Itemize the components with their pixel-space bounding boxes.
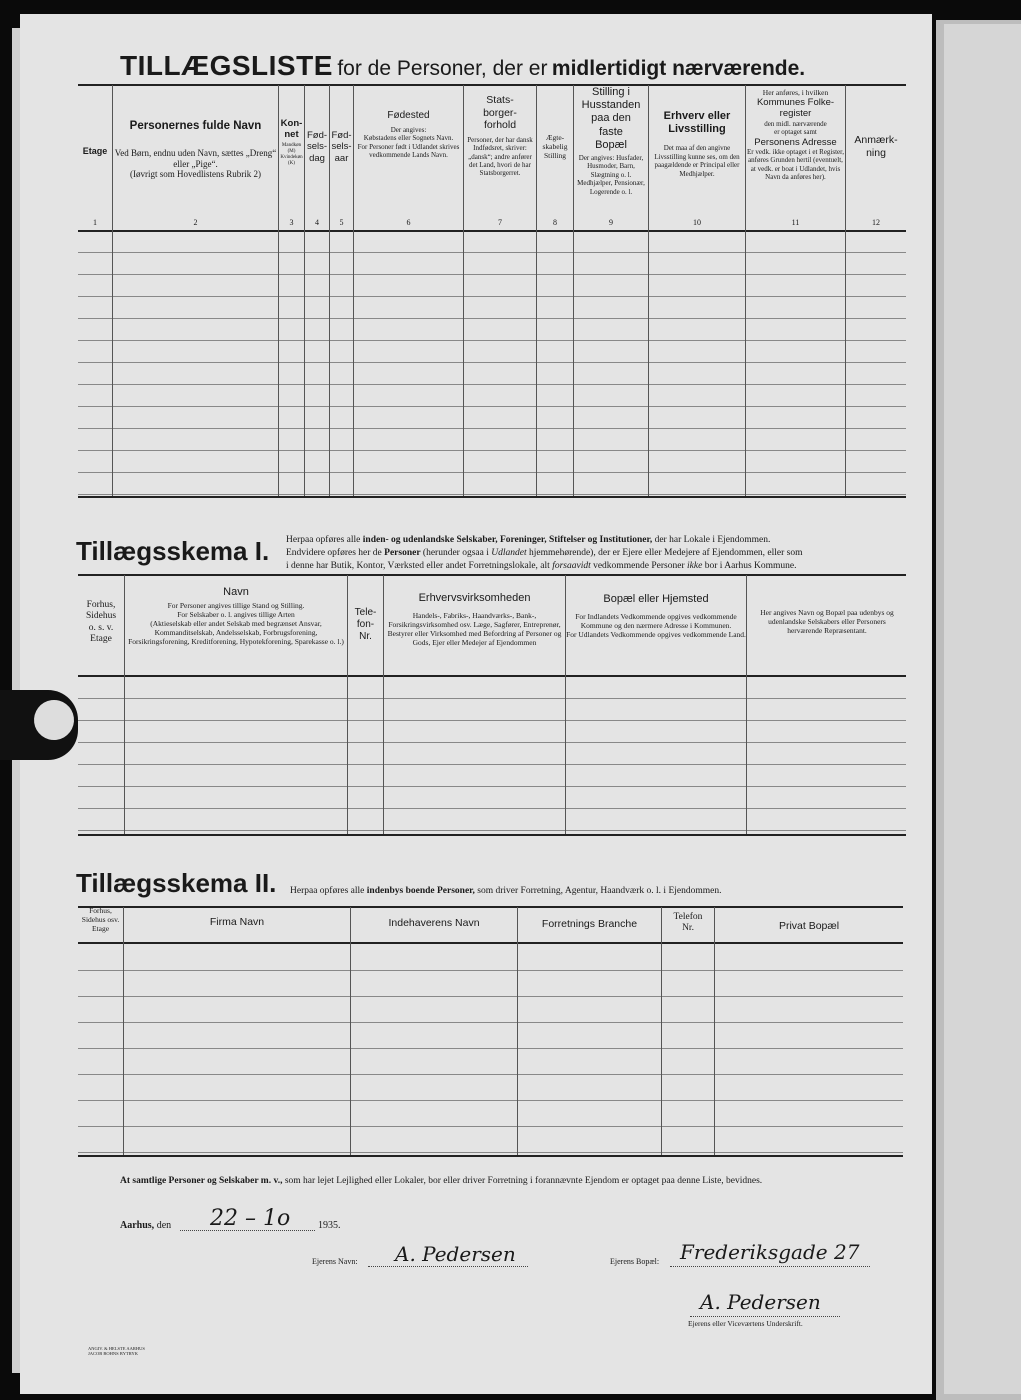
col-num-12: 12 bbox=[872, 218, 880, 227]
skema2-row-line bbox=[78, 1074, 903, 1075]
col-fodested-head: Fødested bbox=[387, 110, 430, 121]
col-num-7: 7 bbox=[498, 218, 502, 227]
skema1-header-bottom bbox=[78, 675, 906, 677]
skema1-column-divider bbox=[746, 575, 747, 834]
col-num-4: 4 bbox=[315, 218, 319, 227]
skema1-desc-1c: der har Lokale i Ejendommen. bbox=[652, 535, 771, 545]
footer-city: Aarhus, bbox=[120, 1220, 155, 1231]
skema2-col-indehaver bbox=[351, 917, 517, 930]
liste-row-line bbox=[78, 318, 906, 319]
skema1-col-telefon-sub: Tele- fon- Nr. bbox=[354, 607, 377, 642]
skema1-desc-2d: Udlandet bbox=[491, 547, 527, 558]
skema1-row-line bbox=[78, 830, 906, 831]
footer-statement-a: At samtlige Personer og Selskaber m. v., bbox=[120, 1176, 283, 1186]
skema1-col-bopael bbox=[566, 593, 746, 639]
skema1-desc-2b: Personer bbox=[384, 547, 421, 558]
footer-date-line bbox=[120, 1220, 171, 1231]
skema1-col-etage-sub: Forhus, Sidehus o. s. v. Etage bbox=[85, 600, 117, 645]
skema2-row-line bbox=[78, 1048, 903, 1049]
skema1-desc-2c: (herunder ogsaa i bbox=[420, 547, 492, 558]
liste-col-stilling bbox=[574, 86, 648, 196]
skema1-row-line bbox=[78, 698, 906, 699]
skema1-desc-3b: forsaavidt bbox=[552, 560, 591, 571]
liste-row-line bbox=[78, 362, 906, 363]
owner-address-label: Ejerens Bopæl: bbox=[610, 1257, 660, 1266]
liste-title-rest: for de Personer, der er bbox=[337, 57, 548, 80]
skema2-description bbox=[290, 885, 721, 898]
skema2-column-divider bbox=[661, 907, 662, 1155]
skema2-column-divider bbox=[123, 907, 124, 1155]
skema1-col-etage bbox=[78, 600, 124, 646]
skema1-col-repraesentant bbox=[752, 608, 902, 635]
skema1-col-navn bbox=[125, 586, 347, 646]
skema1-col-navn-sub: For Personer angives tillige Stand og Stilling. For Selskaber o. l. angives tillige Arten (Aktieselskab eller andet Selskab med begrænset Ansvar, Kommanditselskab, Andelsselskab, Forbrugsforening, Forsikringsforening, Kreditforening, Hypotekforening, Sparekasse o. l.) bbox=[128, 601, 344, 647]
liste-row-line bbox=[78, 472, 906, 473]
liste-col-etage bbox=[78, 146, 112, 157]
liste-row-line bbox=[78, 428, 906, 429]
footer-statement-b: som har lejet Lejlighed eller Lokaler, bor eller driver Forretning i forannævnte Ejendom er optaget paa denne Liste, bevidnes. bbox=[282, 1176, 763, 1186]
skema2-col-branche-head: Forretnings Branche bbox=[541, 918, 638, 930]
col-aegteskabelig-sub: Ægte- skabelig Stilling bbox=[542, 133, 568, 160]
liste-row-line bbox=[78, 296, 906, 297]
liste-top-border bbox=[78, 84, 906, 86]
skema2-row-line bbox=[78, 1126, 903, 1127]
col-anmaerkning-head: Anmærk- ning bbox=[854, 134, 898, 159]
skema1-row-line bbox=[78, 742, 906, 743]
skema2-col-branche bbox=[518, 918, 661, 931]
owner-address-line bbox=[670, 1266, 870, 1267]
liste-row-line bbox=[78, 406, 906, 407]
liste-title-bold: TILLÆGSLISTE bbox=[120, 50, 333, 81]
skema2-desc-b: indenbys boende Personer, bbox=[366, 886, 475, 896]
footer-year: 1935. bbox=[318, 1220, 341, 1231]
skema2-col-indehaver-head: Indehaverens Navn bbox=[388, 917, 480, 929]
col-statsborger-head: Stats- borger- forhold bbox=[483, 94, 517, 132]
printer-mark: ANGIV. & HELSTE AARHUS JACOB BOHNS BYTRYK bbox=[88, 1346, 145, 1357]
footer-den: den bbox=[156, 1220, 172, 1231]
skema2-col-etage-sub: Forhus, Sidehus osv. Etage bbox=[81, 906, 120, 933]
skema1-desc-1a: Herpaa opføres alle bbox=[286, 535, 363, 545]
col-num-10: 10 bbox=[693, 218, 701, 227]
col-adresse-sub: Er vedk. ikke optaget i et Register, anføres Grunden hertil (eventuelt, at vedk. er boat i Udlandet, hvis Navn da anføres her). bbox=[747, 147, 844, 182]
col-navn-head: Personernes fulde Navn bbox=[129, 120, 262, 132]
skema1-row-line bbox=[78, 808, 906, 809]
skema2-row-line bbox=[78, 1100, 903, 1101]
skema1-col-telefon bbox=[348, 607, 383, 643]
liste-title bbox=[120, 50, 805, 82]
col-stilling-head: Stilling i Husstanden paa den faste Bopæl bbox=[581, 86, 641, 151]
footer-statement bbox=[120, 1176, 762, 1186]
skema2-column-divider bbox=[350, 907, 351, 1155]
signature-label: Ejerens eller Viceværtens Underskrift. bbox=[688, 1319, 803, 1328]
col-kon-head: Kon- net bbox=[280, 118, 303, 141]
skema2-col-privat-bopael-head: Privat Bopæl bbox=[778, 920, 840, 932]
signature-handwritten: A. Pedersen bbox=[700, 1290, 821, 1314]
skema1-desc-3a: i denne har Butik, Kontor, Værksted eller andet Forretningslokale, alt bbox=[286, 560, 553, 571]
skema1-title: Tillægsskema I. bbox=[76, 536, 270, 566]
col-num-2: 2 bbox=[193, 218, 198, 227]
skema1-row-line bbox=[78, 764, 906, 765]
skema2-row-line bbox=[78, 970, 903, 971]
skema1-desc-2a: Endvidere opføres her de bbox=[286, 547, 385, 558]
owner-name-label: Ejerens Navn: bbox=[312, 1257, 358, 1266]
col-num-11: 11 bbox=[791, 218, 800, 227]
skema2-column-divider bbox=[517, 907, 518, 1155]
skema1-bottom-border bbox=[78, 834, 906, 836]
col-fodselsdag-head: Fød- sels- dag bbox=[306, 130, 328, 164]
owner-name-line bbox=[368, 1266, 528, 1267]
skema1-row-line bbox=[78, 720, 906, 721]
skema1-description bbox=[286, 534, 908, 572]
liste-col-navn bbox=[113, 120, 278, 180]
skema1-top-border bbox=[78, 574, 906, 576]
liste-row-line bbox=[78, 450, 906, 451]
skema1-col-erhverv-sub: Handels-, Fabriks-, Haandværks-, Bank-, Forsikringsvirksomhed osv. Læge, Sagfører, Entreprenør, Bestyrer eller Virksomhed med Befordring af Personer og Gods, Ejer eller Medejer af Ejendommen bbox=[387, 611, 562, 648]
liste-row-line bbox=[78, 340, 906, 341]
skema1-col-bopael-sub: For Indlandets Vedkommende opgives vedkommende Kommune og den nærmere Adresse i Kommunen. For Udlandets Vedkommende opgives vedkommende Land. bbox=[566, 612, 746, 640]
skema2-row-line bbox=[78, 1022, 903, 1023]
col-adresse-head: Personens Adresse bbox=[754, 136, 837, 148]
skema2-row-line bbox=[78, 1152, 903, 1153]
liste-title-bold2: midlertidigt nærværende. bbox=[551, 57, 806, 80]
skema1-col-erhverv bbox=[384, 592, 565, 647]
col-num-8: 8 bbox=[553, 218, 557, 227]
skema2-desc-c: som driver Forretning, Agentur, Haandværk o. l. i Ejendommen. bbox=[474, 886, 722, 896]
skema1-col-repraesentant-sub: Her angives Navn og Bopæl paa udenbys og udenlandske Selskabers eller Personers herværende Repræsentant. bbox=[760, 608, 894, 635]
skema2-col-firma-head: Firma Navn bbox=[209, 916, 265, 928]
liste-col-kon bbox=[279, 118, 304, 167]
liste-col-folkeregister bbox=[746, 88, 845, 182]
col-kon-sub: Mandkøn (M) Kvindekøn (K) bbox=[280, 142, 303, 166]
liste-row-line bbox=[78, 252, 906, 253]
skema1-desc-3c: vedkommende Personer bbox=[590, 560, 688, 571]
skema1-desc-3e: bor i Aarhus Kommune. bbox=[702, 560, 797, 571]
skema2-title: Tillægsskema II. bbox=[76, 868, 277, 898]
col-folkeregister-head: Kommunes Folke- register bbox=[756, 97, 835, 120]
skema2-bottom-border bbox=[78, 1155, 903, 1157]
liste-col-erhverv bbox=[649, 110, 745, 178]
liste-header-bottom bbox=[78, 230, 906, 232]
skema1-desc-3d: ikke bbox=[687, 560, 703, 571]
col-erhverv-sub: Det maa af den angivne Livsstilling kunne ses, om den paagældende er Principal eller Medhjælper. bbox=[654, 144, 740, 178]
skema2-desc-a: Herpaa opføres alle bbox=[290, 886, 367, 896]
liste-row-line bbox=[78, 274, 906, 275]
skema1-col-bopael-head: Bopæl eller Hjemsted bbox=[603, 593, 709, 605]
skema2-col-telefon bbox=[662, 912, 714, 935]
col-stilling-sub: Der angives: Husfader, Husmoder, Barn, Slægtning o. l. Medhjælper, Pensionær, Logerende o. l. bbox=[577, 153, 645, 196]
col-folkeregister-sub2: den midl. nærværende er optaget samt bbox=[764, 119, 827, 137]
date-handwritten: 22 – 1o bbox=[210, 1206, 291, 1231]
col-statsborger-sub: Personer, der har dansk Indfødsret, skriver: „dansk“; andre anfører det Land, hvori de har Statsborgerret. bbox=[467, 135, 533, 178]
col-num-5: 5 bbox=[339, 218, 344, 227]
skema1-col-erhverv-head: Erhvervsvirksomheden bbox=[418, 592, 531, 604]
col-fodested-sub: Der angives: Købstadens eller Sognets Navn. For Personer født i Udlandet skrives vedkommende Lands Navn. bbox=[357, 126, 460, 160]
col-fodselsaar-head: Fød- sels- aar bbox=[331, 130, 352, 164]
col-folkeregister-sub: Her anføres, i hvilken bbox=[762, 88, 829, 97]
skema2-row-line bbox=[78, 996, 903, 997]
liste-row-line bbox=[78, 494, 906, 495]
adjacent-page-inner bbox=[944, 24, 1021, 1394]
col-navn-sub: Ved Børn, endnu uden Navn, sættes „Dreng“ eller „Pige“. (Iøvrigt som Hovedlistens Rubrik 2) bbox=[114, 147, 277, 180]
liste-col-fodested bbox=[354, 110, 463, 160]
liste-col-anmaerkning bbox=[846, 134, 906, 159]
liste-row-line bbox=[78, 384, 906, 385]
skema2-top-border bbox=[78, 906, 903, 908]
skema2-col-telefon-sub: Telefon Nr. bbox=[673, 912, 703, 934]
skema2-header-bottom bbox=[78, 942, 903, 944]
owner-name-handwritten: A. Pedersen bbox=[395, 1242, 516, 1266]
skema1-desc-2e: hjemmehørende), der er Ejere eller Medejere af Ejendommen, eller som bbox=[526, 547, 803, 558]
skema2-col-privat-bopael bbox=[715, 920, 903, 933]
col-erhverv-head: Erhverv eller Livsstilling bbox=[663, 110, 731, 136]
liste-col-statsborger bbox=[464, 94, 536, 178]
col-num-6: 6 bbox=[406, 218, 411, 227]
col-etage-head: Etage bbox=[82, 146, 108, 156]
skema2-col-etage bbox=[78, 906, 123, 933]
skema1-desc-1b: inden- og udenlandske Selskaber, Foreninger, Stiftelser og Institutioner, bbox=[362, 535, 653, 545]
skema1-row-line bbox=[78, 786, 906, 787]
liste-col-fodselsdag bbox=[305, 130, 329, 164]
skema2-column-divider bbox=[714, 907, 715, 1155]
col-num-1: 1 bbox=[93, 218, 97, 227]
col-num-9: 9 bbox=[609, 218, 613, 227]
liste-bottom-border bbox=[78, 496, 906, 498]
owner-address-handwritten: Frederiksgade 27 bbox=[680, 1240, 860, 1264]
col-num-3: 3 bbox=[289, 218, 294, 227]
skema2-col-firma bbox=[124, 916, 350, 929]
signature-line bbox=[690, 1316, 840, 1317]
liste-col-aegteskabelig bbox=[537, 133, 573, 160]
skema1-col-navn-head: Navn bbox=[223, 586, 249, 598]
liste-col-fodselsaar bbox=[330, 130, 353, 164]
